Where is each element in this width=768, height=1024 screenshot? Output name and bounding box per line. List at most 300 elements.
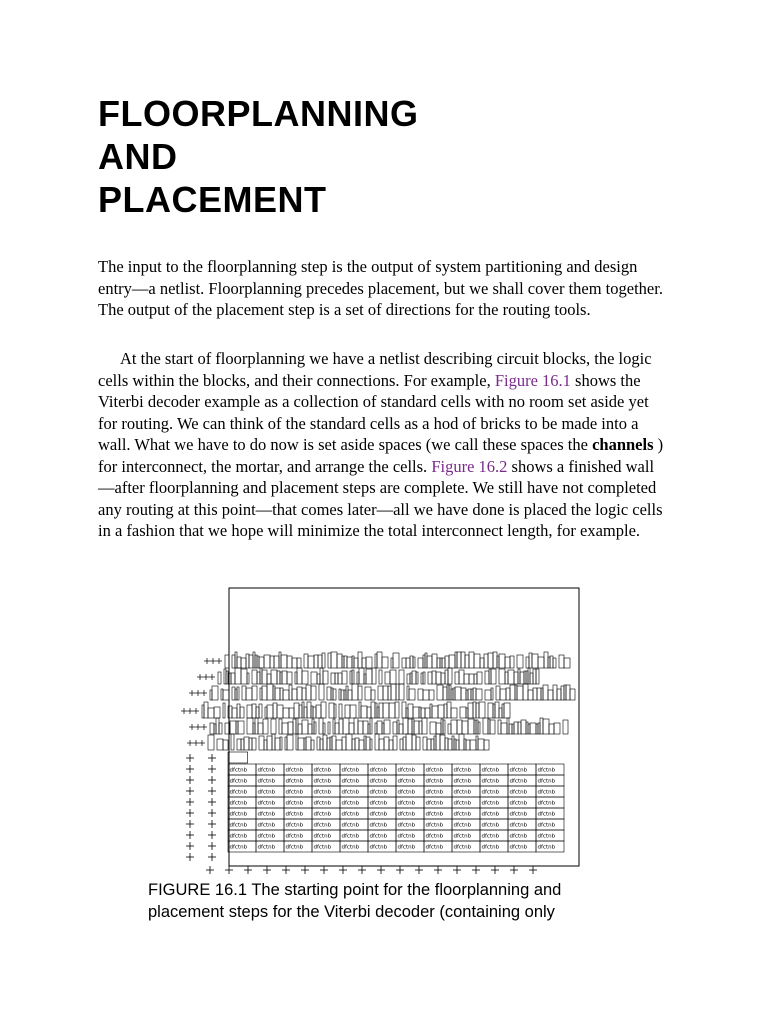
cell-block — [557, 689, 561, 700]
cell-block — [311, 686, 316, 700]
cell-block — [536, 669, 539, 684]
cell-block — [518, 722, 521, 734]
cell-block — [383, 703, 389, 718]
cell-block — [241, 669, 247, 684]
cell-block — [510, 656, 514, 668]
cell-block — [538, 657, 544, 668]
cell-block — [517, 686, 523, 700]
cell-block — [406, 658, 410, 668]
figure-16-1-link[interactable]: Figure 16.1 — [494, 370, 571, 390]
standard-cell-label: dfctnb — [257, 789, 276, 796]
cell-block — [359, 668, 364, 684]
cell-block — [470, 740, 476, 750]
cell-block — [488, 653, 493, 668]
cell-block — [219, 723, 222, 734]
standard-cell-label: dfctnb — [229, 789, 248, 796]
cell-block — [298, 724, 302, 734]
standard-cell-label: dfctnb — [397, 822, 416, 829]
cell-block — [319, 684, 324, 700]
standard-cell-label: dfctnb — [481, 789, 500, 796]
title-line-2: AND — [98, 136, 178, 177]
cell-block — [214, 707, 220, 718]
cell-block — [561, 686, 564, 700]
cell-block — [218, 672, 221, 684]
cell-block — [235, 668, 241, 684]
cell-block — [267, 674, 271, 684]
standard-cell-label: dfctnb — [481, 844, 500, 851]
cell-block — [466, 740, 470, 750]
cell-block — [308, 724, 312, 734]
cell-block — [559, 655, 564, 668]
standard-cell-label: dfctnb — [313, 789, 332, 796]
cell-block — [549, 724, 554, 734]
cell-block — [379, 739, 384, 750]
cell-block — [214, 724, 216, 734]
cell-block — [354, 658, 358, 668]
cell-block — [469, 652, 474, 668]
cell-block — [553, 658, 556, 668]
cell-block — [317, 737, 320, 750]
figure-16-1-diagram — [180, 586, 580, 876]
standard-cell-label: dfctnb — [509, 811, 528, 818]
cell-block — [344, 656, 347, 668]
cell-block — [226, 671, 228, 684]
cell-block — [252, 686, 257, 700]
cell-block — [247, 673, 249, 684]
cell-block — [390, 670, 396, 684]
standard-cell-label: dfctnb — [453, 844, 472, 851]
cell-block — [231, 734, 234, 750]
cell-block — [413, 707, 419, 718]
cell-block — [359, 740, 364, 750]
cell-block — [224, 669, 226, 684]
standard-cell-label: dfctnb — [425, 833, 444, 840]
cell-block — [320, 739, 323, 750]
cell-block — [267, 684, 273, 700]
cell-block — [430, 722, 436, 734]
standard-cell-label: dfctnb — [313, 767, 332, 774]
cell-block — [365, 687, 371, 700]
cell-block — [393, 653, 399, 668]
cell-block — [363, 721, 368, 734]
cell-block — [468, 703, 473, 718]
standard-cell-label: dfctnb — [285, 811, 304, 818]
cell-block — [302, 688, 306, 700]
standard-cell-label: dfctnb — [285, 767, 304, 774]
figure-caption: FIGURE 16.1 The starting point for the floorplanning and placement steps for the Viterbi decoder (containing only — [148, 881, 562, 921]
cell-block — [208, 708, 214, 718]
cell-block — [288, 722, 293, 734]
cell-block — [259, 704, 262, 718]
cell-block — [244, 737, 249, 750]
standard-cell-label: dfctnb — [341, 789, 360, 796]
cell-block — [270, 656, 274, 668]
cell-block — [399, 684, 404, 700]
standard-cell-label: dfctnb — [341, 844, 360, 851]
standard-cell-label: dfctnb — [453, 778, 472, 785]
standard-cell-label: dfctnb — [453, 789, 472, 796]
cell-block — [457, 720, 462, 734]
cell-block — [320, 668, 323, 684]
cell-block — [247, 705, 252, 718]
cell-block — [236, 721, 238, 734]
standard-cell-label: dfctnb — [397, 789, 416, 796]
cell-block — [323, 723, 325, 734]
cell-block — [476, 703, 479, 718]
cell-block — [445, 656, 449, 668]
cell-block — [302, 720, 308, 734]
cell-block — [521, 720, 526, 734]
standard-cell-label: dfctnb — [229, 833, 248, 840]
title-line-1: FLOORPLANNING — [98, 93, 419, 134]
standard-cell-label: dfctnb — [425, 811, 444, 818]
cell-block — [366, 669, 372, 684]
cell-block — [438, 705, 444, 718]
cell-block — [480, 658, 484, 668]
cell-block — [514, 722, 518, 734]
standard-cell-label: dfctnb — [453, 800, 472, 807]
cell-block — [304, 654, 308, 668]
cell-block — [258, 723, 263, 734]
standard-cell-label: dfctnb — [257, 844, 276, 851]
cell-block — [352, 670, 354, 684]
cell-block — [410, 656, 413, 668]
cell-block — [385, 672, 390, 684]
cell-block — [332, 736, 336, 750]
cell-block — [393, 722, 397, 734]
cell-block — [297, 658, 301, 668]
standard-cell-label: dfctnb — [285, 789, 304, 796]
cell-block — [402, 702, 406, 718]
cell-block — [442, 658, 445, 668]
cell-block — [339, 704, 342, 718]
cell-block — [384, 737, 389, 750]
cell-block — [225, 655, 229, 668]
cell-block — [232, 708, 237, 718]
paragraph-2 — [98, 348, 668, 542]
cell-block — [474, 674, 477, 684]
cell-block — [327, 687, 331, 700]
cell-block — [297, 668, 302, 684]
cell-block — [366, 657, 372, 668]
standard-cell-label: dfctnb — [313, 778, 332, 785]
cell-block — [533, 669, 536, 684]
cell-block — [216, 718, 219, 734]
cell-block — [473, 702, 476, 718]
cell-block — [347, 657, 352, 668]
standard-cell-label: dfctnb — [537, 833, 556, 840]
standard-cell-label: dfctnb — [537, 778, 556, 785]
cell-block — [499, 669, 505, 684]
standard-cell-label: dfctnb — [425, 822, 444, 829]
cell-block — [212, 686, 218, 700]
standard-cell-label: dfctnb — [537, 811, 556, 818]
cell-block — [403, 737, 406, 750]
cell-block — [252, 704, 256, 718]
cell-block — [500, 689, 506, 700]
standard-cell-label: dfctnb — [341, 822, 360, 829]
standard-cell-label: dfctnb — [453, 811, 472, 818]
title-line-3: PLACEMENT — [98, 179, 327, 220]
figure-16-1 — [180, 586, 580, 876]
cell-block — [348, 690, 352, 700]
standard-cell-label: dfctnb — [397, 800, 416, 807]
cell-block — [447, 702, 451, 718]
cell-block — [237, 739, 241, 750]
cell-block — [440, 735, 445, 750]
cell-block — [208, 735, 214, 750]
cell-block — [328, 722, 330, 734]
standard-cell-label: dfctnb — [313, 822, 332, 829]
standard-cell-label: dfctnb — [453, 822, 472, 829]
cell-block — [283, 708, 289, 718]
standard-cell-label: dfctnb — [285, 800, 304, 807]
cell-block — [563, 720, 568, 734]
cell-block — [544, 652, 548, 668]
cell-block — [436, 723, 441, 734]
cell-block — [504, 703, 510, 718]
cell-block — [462, 721, 468, 734]
cell-block — [237, 657, 241, 668]
cell-block — [342, 671, 347, 684]
cell-block — [249, 655, 253, 668]
cell-block — [403, 718, 408, 734]
cell-block — [378, 686, 383, 700]
cell-block — [275, 738, 280, 750]
cell-block — [264, 740, 267, 750]
cell-block — [329, 703, 334, 718]
cell-block — [389, 740, 393, 750]
cell-block — [570, 689, 575, 700]
cell-block — [358, 686, 362, 700]
standard-cell-label: dfctnb — [369, 822, 388, 829]
standard-cell-label: dfctnb — [537, 844, 556, 851]
cell-block — [283, 690, 289, 700]
cell-block — [484, 740, 489, 750]
cell-block — [488, 703, 493, 718]
standard-cell-label: dfctnb — [369, 833, 388, 840]
cell-block — [412, 735, 416, 750]
cell-block — [297, 687, 302, 700]
cell-block — [416, 737, 420, 750]
cell-block — [483, 718, 488, 734]
standard-cell-label: dfctnb — [257, 833, 276, 840]
cell-block — [384, 720, 390, 734]
cell-block — [331, 673, 335, 684]
cell-block — [241, 739, 244, 750]
standard-cell-label: dfctnb — [397, 811, 416, 818]
cell-block — [274, 656, 279, 668]
cell-block — [388, 686, 391, 700]
cell-block — [543, 719, 549, 734]
cell-block — [238, 721, 244, 734]
cell-block — [259, 657, 264, 668]
cell-block — [252, 738, 256, 750]
standard-cell-label: dfctnb — [229, 778, 248, 785]
cell-block — [338, 673, 342, 684]
cell-block — [352, 739, 355, 750]
cell-block — [217, 739, 223, 750]
standard-cell-label: dfctnb — [341, 800, 360, 807]
cell-block — [370, 739, 372, 750]
cell-block — [318, 655, 322, 668]
cell-block — [223, 690, 229, 700]
cell-block — [520, 672, 524, 684]
cell-block — [448, 724, 451, 734]
cell-block — [372, 668, 376, 684]
cell-block — [280, 688, 283, 700]
standard-cell-label: dfctnb — [481, 811, 500, 818]
cell-block — [491, 669, 496, 684]
cell-block — [304, 707, 307, 718]
cell-block — [331, 652, 337, 668]
cell-block — [343, 718, 349, 734]
cell-block — [532, 654, 538, 668]
cell-block — [235, 689, 237, 700]
standard-cell-label: dfctnb — [481, 833, 500, 840]
cell-block — [280, 737, 282, 750]
cell-block — [461, 652, 465, 668]
cell-block — [468, 689, 471, 700]
cell-block — [323, 735, 327, 750]
cell-block — [262, 686, 267, 700]
cell-block — [242, 686, 246, 700]
standard-cell-label: dfctnb — [229, 767, 248, 774]
cell-block — [460, 707, 466, 718]
cell-block — [289, 708, 294, 718]
cell-block — [232, 687, 235, 700]
standard-cell-label: dfctnb — [425, 789, 444, 796]
cell-block — [554, 723, 560, 734]
cell-block — [408, 719, 412, 734]
cell-block — [367, 707, 371, 718]
cell-block — [264, 655, 270, 668]
cell-block — [533, 688, 537, 700]
cell-block — [448, 668, 452, 684]
cell-block — [505, 672, 508, 684]
paragraph-2-text-4: shows a finished wall—after floorplanning and placement steps are complete. We still have not completed any routing at this point—that comes later—all we have done is placed the logic cells in a fashion that we hope will minimize the total interconnect length, for example. — [98, 456, 663, 540]
cell-block — [249, 738, 252, 750]
cell-block — [505, 657, 510, 668]
cell-block — [399, 724, 403, 734]
standard-cell-label: dfctnb — [285, 778, 304, 785]
cell-block — [352, 684, 358, 700]
cell-block — [427, 739, 431, 750]
cell-block — [469, 674, 474, 684]
paragraph-2-text-1: At the start of floorplanning we have a netlist describing circuit blocks, the logic cells within the blocks, and their connections. For example, — [98, 349, 652, 390]
cell-block — [287, 672, 292, 684]
cell-block — [418, 689, 423, 700]
cell-block — [457, 652, 461, 668]
cell-block — [485, 690, 491, 700]
cell-block — [313, 707, 316, 718]
cell-block — [389, 703, 395, 718]
cell-block — [281, 655, 287, 668]
cell-block — [478, 739, 484, 750]
standard-cell-label: dfctnb — [313, 800, 332, 807]
cell-block — [282, 723, 288, 734]
cell-block — [231, 673, 235, 684]
cell-block — [306, 685, 311, 700]
cell-block — [418, 658, 423, 668]
cell-block — [443, 687, 447, 700]
cell-block — [336, 740, 342, 750]
cell-block — [358, 721, 363, 734]
cell-block — [350, 705, 356, 718]
cell-block — [335, 723, 339, 734]
cell-block — [395, 702, 399, 718]
cell-block — [279, 719, 282, 734]
standard-cell-label: dfctnb — [257, 811, 276, 818]
standard-cell-label: dfctnb — [229, 822, 248, 829]
cell-block — [257, 672, 260, 684]
figure-16-2-link[interactable]: Figure 16.2 — [431, 456, 508, 476]
standard-cell-label: dfctnb — [369, 811, 388, 818]
cell-block — [333, 689, 336, 700]
cell-block — [455, 687, 461, 700]
cell-block — [553, 685, 557, 700]
standard-cell-label: dfctnb — [397, 844, 416, 851]
cell-block — [537, 688, 541, 700]
cell-block — [432, 671, 436, 684]
cell-block — [423, 737, 427, 750]
cell-block — [342, 737, 346, 750]
standard-cell-label: dfctnb — [285, 844, 304, 851]
cell-block — [484, 654, 488, 668]
cell-block — [383, 686, 388, 700]
cell-block — [316, 705, 321, 718]
standard-cell-label: dfctnb — [481, 778, 500, 785]
cell-block — [252, 670, 257, 684]
cell-block — [485, 671, 489, 684]
standard-cell-label: dfctnb — [341, 833, 360, 840]
cell-block — [548, 690, 553, 700]
cell-block — [355, 738, 359, 750]
standard-cell-label: dfctnb — [285, 822, 304, 829]
cell-block — [465, 655, 469, 668]
cell-block — [273, 703, 277, 718]
standard-cell-label: dfctnb — [369, 789, 388, 796]
cell-block — [501, 723, 507, 734]
cell-block — [441, 673, 445, 684]
cell-block — [432, 654, 437, 668]
cell-block — [282, 671, 287, 684]
standard-cell-label: dfctnb — [341, 767, 360, 774]
cell-block — [277, 705, 283, 718]
cell-block — [302, 671, 308, 684]
cell-block — [306, 737, 311, 750]
cell-block — [327, 738, 330, 750]
cell-block — [530, 723, 536, 734]
standard-cell-label: dfctnb — [229, 811, 248, 818]
cell-block — [379, 703, 383, 718]
cell-block — [292, 658, 297, 668]
cell-block — [396, 684, 399, 700]
cell-block — [473, 688, 476, 700]
paragraph-2-text-3: ) for interconnect, the mortar, and arrange the cells. — [98, 435, 664, 476]
cell-block — [255, 718, 258, 734]
standard-cell-label: dfctnb — [369, 767, 388, 774]
cell-block — [436, 734, 440, 750]
standard-cell-label: dfctnb — [229, 800, 248, 807]
cell-block — [210, 723, 214, 734]
standard-cell-label: dfctnb — [257, 778, 276, 785]
cell-block — [409, 689, 415, 700]
cell-block — [345, 705, 350, 718]
cell-block — [436, 672, 441, 684]
cell-block — [402, 658, 406, 668]
cell-block — [455, 672, 459, 684]
